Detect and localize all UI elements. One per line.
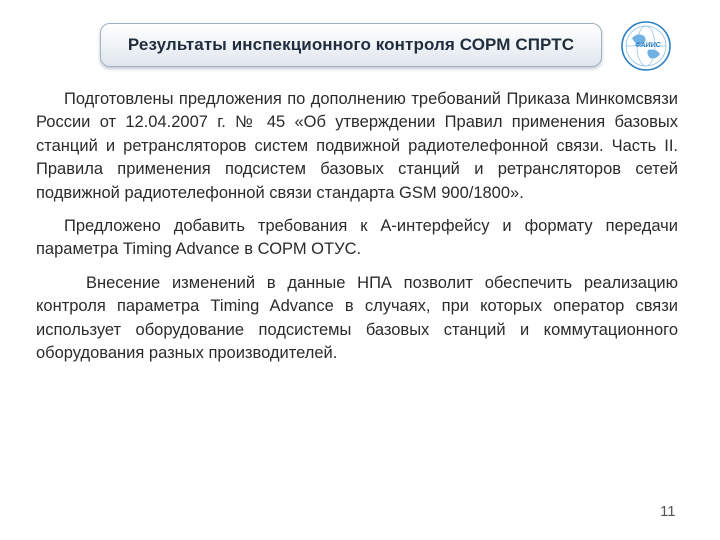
slide-title-box [100,23,602,67]
paragraph-2: Предложено добавить требования к А-интерфейсу и формату передачи параметра Timing Advance в СОРМ ОТУС. [36,217,678,259]
paragraph-1: Подготовлены предложения по дополнению требований Приказа Минкомсвязи России от 12.04.2007 г. № 45 «Об утверждении Правил применения базовых станций и ретрансляторов систем подвижной радиотелефонной связи. Часть II. Правила применения подсистем базовых станций и ретрансляторов сетей подвижной радиотелефонной связи стандарта GSM 900/1800». [36,90,678,202]
globe-logo-icon [618,18,674,74]
page-number: 11 [660,503,676,520]
logo-text: ФАИИС [635,42,661,49]
slide-title: Результаты инспекционного контроля СОРМ СПРТС [127,35,575,54]
paragraph-3: Внесение изменений в данные НПА позволит обеспечить реализацию контроля параметра Timing Advance в случаях, при которых оператор связи использует оборудование подсистемы базовых станций и коммутационного оборудования разных производителей. [36,273,678,363]
slide-body [36,88,678,375]
